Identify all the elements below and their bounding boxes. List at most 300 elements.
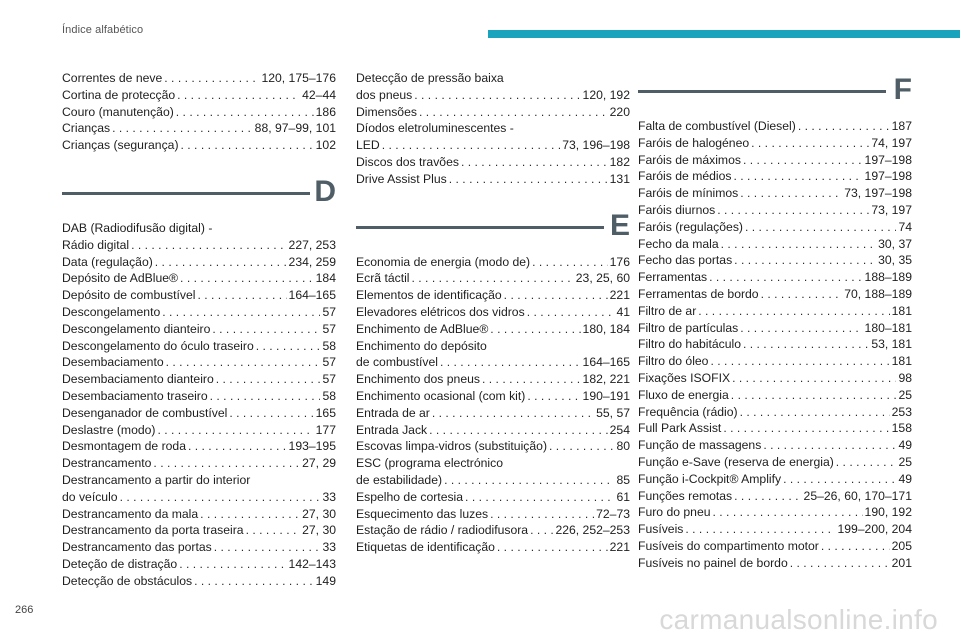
index-entry-pages: 197–198 [864,152,912,167]
index-entry [638,336,912,353]
index-entry-pages: 30, 35 [878,253,912,268]
index-entry [356,287,630,304]
index-entry-pages: 88, 97–99, 101 [254,121,336,136]
index-entry-term: Crianças [62,121,111,136]
page-header-title: Índice alfabético [62,24,144,36]
index-entry [356,522,630,539]
index-entry-row [356,104,630,121]
index-entry [62,338,336,355]
index-entry-row [356,270,630,287]
index-entry [356,104,630,121]
index-entry-row [62,287,336,304]
index-entry-pages: 190, 192 [864,505,912,520]
dot-leader [112,120,253,137]
index-entry [356,539,630,556]
index-entry-row [356,87,630,104]
index-entry-pages: 27, 30 [302,523,336,538]
index-entry-term: Função i-Cockpit® Amplify [638,471,782,486]
index-entry-pages: 33 [322,489,336,504]
index-entry [638,555,912,572]
index-entry [62,220,336,254]
index-entry-term: Detecção de obstáculos [62,573,193,588]
index-entry-pages: 176 [609,254,630,269]
index-entry-pages: 73, 196–198 [562,138,630,153]
index-entry [638,202,912,219]
index-entry-line: Enchimento do depósito [356,338,487,353]
index-entry [356,70,630,104]
index-entry [638,521,912,538]
index-entry-pages: 57 [322,304,336,319]
index-entry-term: Filtro do habitáculo [638,337,741,352]
index-entry [356,438,630,455]
index-entry-term: Deteção de distração [62,556,178,571]
index-entry-term: Entrada de ar [356,405,430,420]
index-entry-row [356,171,630,188]
dot-leader [414,87,580,104]
dot-leader [732,370,896,387]
dot-leader [246,522,301,539]
index-entry [62,87,336,104]
index-entry-row [638,252,912,269]
index-entry [62,422,336,439]
dot-leader [783,471,896,488]
index-entry [62,287,336,304]
index-entry-term: Função e-Save (reserva de energia) [638,454,834,469]
index-entry-row [356,388,630,405]
index-entry [638,185,912,202]
index-column-1 [62,70,336,590]
index-entry-term: de estabilidade) [356,472,443,487]
index-entry-pages: 180, 184 [582,321,630,336]
index-entry-term: Fecho da mala [638,236,719,251]
index-entry-term: Rádio digital [62,237,130,252]
index-entry [638,471,912,488]
dot-leader [482,371,581,388]
dot-leader [733,168,862,185]
index-entry-row [62,539,336,556]
index-entry-pages: 57 [322,355,336,370]
index-entry-line: DAB (Radiodifusão digital) - [62,220,213,235]
dot-leader [698,303,889,320]
index-entry-pages: 142–143 [288,556,336,571]
index-entry-term: Fusíveis no painel de bordo [638,555,788,570]
index-entry-term: LED [356,138,380,153]
index-entry [62,354,336,371]
section-rule [356,226,604,229]
section-letter: F [893,73,912,106]
index-entry-pages: 164–165 [288,288,336,303]
dot-leader [157,422,313,439]
index-entry-pages: 25–26, 60, 170–171 [803,488,912,503]
index-entry-pages: 42–44 [302,87,336,102]
dot-leader [162,304,320,321]
index-entry-row [638,471,912,488]
dot-leader [743,152,863,169]
index-entry-row [356,287,630,304]
index-entry [62,70,336,87]
index-entry [62,270,336,287]
index-entry [356,405,630,422]
index-entry-pages: 74 [898,219,912,234]
index-entry-row [62,104,336,121]
index-entry-row [62,70,336,87]
index-entry-row [356,354,630,371]
index-entry [356,154,630,171]
index-entry [62,438,336,455]
dot-leader [256,338,321,355]
dot-leader [180,270,314,287]
index-entry-pages: 190–191 [582,388,630,403]
index-entry [62,405,336,422]
index-entry-row [638,202,912,219]
dot-leader [504,287,608,304]
index-entry [638,236,912,253]
index-entry-term: Etiquetas de identificação [356,540,495,555]
index-entry-term: Economia de energia (modo de) [356,254,531,269]
index-entry-term: Full Park Assist [638,421,722,436]
index-entry-row [638,387,912,404]
dot-leader [685,521,835,538]
index-entry-pages: 72–73 [596,506,630,521]
index-entry-row [62,489,336,506]
index-entry-pages: 33 [322,540,336,555]
index-entry-term: Funções remotas [638,488,733,503]
index-entry-row [638,454,912,471]
watermark: carmanualsonline.info [659,604,938,635]
index-entry-pages: 73, 197–198 [844,186,912,201]
index-entry-term: Descongelamento do óculo traseiro [62,338,254,353]
index-entry [62,321,336,338]
index-entry-pages: 199–200, 204 [837,522,912,537]
index-entry [62,388,336,405]
index-column-2 [356,70,630,556]
index-entry [638,168,912,185]
index-entry-row [356,522,630,539]
index-entry [356,506,630,523]
index-entry [638,269,912,286]
dot-leader [432,405,594,422]
index-entry [638,404,912,421]
index-entry-term: Escovas limpa-vidros (substituição) [356,439,548,454]
index-entry-pages: 30, 37 [878,236,912,251]
index-entry-pages: 23, 25, 60 [575,271,630,286]
index-entry-term: Falta de combustível (Diesel) [638,119,796,133]
index-entry-pages: 181 [891,354,912,369]
index-entry-row [638,521,912,538]
dot-leader [721,236,876,253]
index-entry-row [356,254,630,271]
index-entry-row [62,506,336,523]
index-entry-term: de combustível [356,355,438,370]
index-entry [356,120,630,137]
dot-leader [490,506,594,523]
dot-leader [214,539,321,556]
index-entry [356,455,630,489]
dot-leader [731,387,897,404]
index-entry-row [356,154,630,171]
index-entry-row [356,539,630,556]
index-entry [62,556,336,573]
index-entry-pages: 186 [315,104,336,119]
index-entry-term: Enchimento ocasional (com kit) [356,388,526,403]
index-entry [638,387,912,404]
index-entry [356,137,630,154]
dot-leader [761,286,843,303]
index-entry-row [638,504,912,521]
index-entry-term: dos pneus [356,87,413,102]
dot-leader [419,104,608,121]
index-entry-row [62,270,336,287]
index-entry [638,488,912,505]
index-entry-pages: 70, 188–189 [844,286,912,301]
index-entry [62,472,336,506]
section-header-f [638,70,912,114]
dot-leader [210,388,321,405]
index-entry-pages: 49 [898,471,912,486]
index-entry-row [62,422,336,439]
index-entry-pages: 53, 181 [871,337,912,352]
index-entry-term: Faróis de mínimos [638,186,739,201]
index-entry-term: Fecho das portas [638,253,733,268]
index-entry-row [356,472,630,489]
index-entry-pages: 254 [609,422,630,437]
index-entry-term: Data (regulação) [62,254,153,269]
dot-leader [164,70,259,87]
index-entry [62,522,336,539]
index-entry-pages: 80 [616,439,630,454]
dot-leader [713,504,863,521]
index-entry-line: Detecção de pressão baixa [356,71,504,85]
index-entry [356,371,630,388]
index-entry-term: do veículo [62,489,118,504]
index-entry [356,270,630,287]
index-entry [62,371,336,388]
index-entry-row [356,304,630,321]
index-entry-row [62,438,336,455]
index-entry-row [62,87,336,104]
index-entry-pages: 55, 57 [596,405,630,420]
index-entry-term: Depósito de AdBlue® [62,271,179,286]
dot-leader [790,555,890,572]
index-entry [638,135,912,152]
dot-leader [821,538,890,555]
index-entry-pages: 98 [898,370,912,385]
index-entry-pages: 201 [891,555,912,570]
dot-leader [166,354,321,371]
index-entry-term: Deslastre (modo) [62,422,156,437]
index-entry-pages: 184 [315,271,336,286]
header-accent-bar [488,30,960,38]
index-entry-row [356,405,630,422]
index-entry-row [62,405,336,422]
dot-leader [449,171,608,188]
index-entry [62,573,336,590]
dot-leader [465,489,614,506]
section-rule [638,90,886,93]
index-entry-term: Fluxo de energia [638,387,729,402]
index-entry-row [356,438,630,455]
index-entry [356,388,630,405]
dot-leader [412,270,574,287]
index-entry [356,422,630,439]
dot-leader [723,420,889,437]
dot-leader [229,405,313,422]
index-entry-term: Fusíveis [638,522,684,537]
index-entry-row [62,573,336,590]
dot-leader [429,422,608,439]
index-entry [638,538,912,555]
index-entry-row [638,236,912,253]
index-entry-row [638,336,912,353]
index-entry-pages: 253 [891,404,912,419]
index-entry-pages: 220 [609,104,630,119]
index-entry-pages: 27, 29 [302,456,336,471]
index-entry-row [638,219,912,236]
index-entry-term: Elevadores elétricos dos vidros [356,304,525,319]
index-entry-term: Desembaciamento dianteiro [62,372,214,387]
index-entry-pages: 177 [315,422,336,437]
index-entry-row [638,353,912,370]
index-entry-pages: 49 [898,438,912,453]
index-entry [638,219,912,236]
index-entry-pages: 73, 197 [871,202,912,217]
index-entry [62,304,336,321]
dot-leader [836,454,897,471]
index-entry-term: Destrancamento da mala [62,506,199,521]
index-entry [62,455,336,472]
index-entry-row [62,388,336,405]
index-entry-term: Descongelamento dianteiro [62,321,211,336]
dot-leader [740,320,862,337]
section-letter: E [609,208,630,242]
index-entry-pages: 188–189 [864,270,912,285]
index-entry-row [62,237,336,254]
index-entry [62,539,336,556]
index-entry-term: Ferramentas de bordo [638,286,759,301]
dot-leader [549,438,614,455]
dot-leader [743,336,869,353]
index-entry-term: Frequência (rádio) [638,404,738,419]
index-entry-pages: 205 [891,538,912,553]
dot-leader [120,489,321,506]
index-entry [638,152,912,169]
index-entry-row [356,371,630,388]
index-entry-term: Esquecimento das luzes [356,506,489,521]
index-entry-term: Cortina de protecção [62,87,176,102]
index-entry [356,304,630,321]
dot-leader [177,87,300,104]
index-entry-pages: 58 [322,388,336,403]
index-entry-row [638,286,912,303]
dot-leader [155,254,287,271]
index-entry-term: Crianças (segurança) [62,138,179,153]
index-entry-term: Função de massagens [638,438,762,453]
index-entry-row [356,120,630,137]
index-entry-term: Filtro de ar [638,303,697,318]
dot-leader [200,506,300,523]
index-entry-row [356,506,630,523]
dot-leader [497,539,608,556]
dot-leader [181,137,314,154]
index-entry-pages: 158 [891,421,912,436]
index-entry [356,338,630,372]
index-entry-term: Estação de rádio / radiodifusora [356,523,529,538]
index-entry-term: Desembaciamento [62,355,164,370]
dot-leader [710,353,889,370]
dot-leader [131,237,286,254]
index-entry-row [62,354,336,371]
index-entry [638,286,912,303]
index-entry-term: Furo do pneu [638,505,711,520]
index-entry-row [638,320,912,337]
index-entry-row [638,538,912,555]
index-entry-term: Couro (manutenção) [62,104,174,119]
index-entry-term: Filtro de partículas [638,320,739,335]
dot-leader [194,573,314,590]
index-entry [638,504,912,521]
index-entry-row [62,522,336,539]
index-entry [356,254,630,271]
index-entry-row [62,371,336,388]
dot-leader [212,321,320,338]
dot-leader [197,287,286,304]
index-entry-term: Faróis diurnos [638,202,716,217]
dot-leader [709,269,862,286]
index-entry-pages: 197–198 [864,169,912,184]
index-entry-pages: 182, 221 [582,372,630,387]
index-entry-pages: 180–181 [864,320,912,335]
index-entry-term: Faróis de halogéneo [638,135,750,150]
index-entry-pages: 120, 192 [582,87,630,102]
index-entry-term: Drive Assist Plus [356,171,447,186]
index-entry-line: ESC (programa electrónico [356,456,503,471]
dot-leader [153,455,300,472]
index-entry-row [62,120,336,137]
index-entry-row [638,488,912,505]
index-entry-term: Faróis de médios [638,169,732,184]
index-entry-row [638,303,912,320]
index-column-3 [638,70,912,572]
index-entry-term: Enchimento dos pneus [356,372,480,387]
index-entry [638,118,912,135]
index-entry-row [638,420,912,437]
index-entry-pages: 57 [322,321,336,336]
index-entry-term: Destrancamento [62,456,152,471]
index-entry-term: Destrancamento da porta traseira [62,523,244,538]
index-entry-pages: 58 [322,338,336,353]
index-entry [62,120,336,137]
index-entry-term: Faróis de máximos [638,152,741,167]
index-entry-row [62,321,336,338]
dot-leader [734,252,876,269]
index-entry-row [638,135,912,152]
dot-leader [382,137,561,154]
index-entry-pages: 234, 259 [288,254,336,269]
index-entry-pages: 164–165 [582,355,630,370]
dot-leader [527,304,615,321]
index-entry-row [638,555,912,572]
index-entry-row [62,137,336,154]
index-entry-row [638,168,912,185]
dot-leader [176,104,314,121]
index-entry [638,353,912,370]
index-entry [638,320,912,337]
index-entry-pages: 181 [891,303,912,318]
index-entry-pages: 27, 30 [302,506,336,521]
index-entry-term: Fixações ISOFIX [638,370,731,385]
index-entry [62,254,336,271]
dot-leader [798,118,890,135]
